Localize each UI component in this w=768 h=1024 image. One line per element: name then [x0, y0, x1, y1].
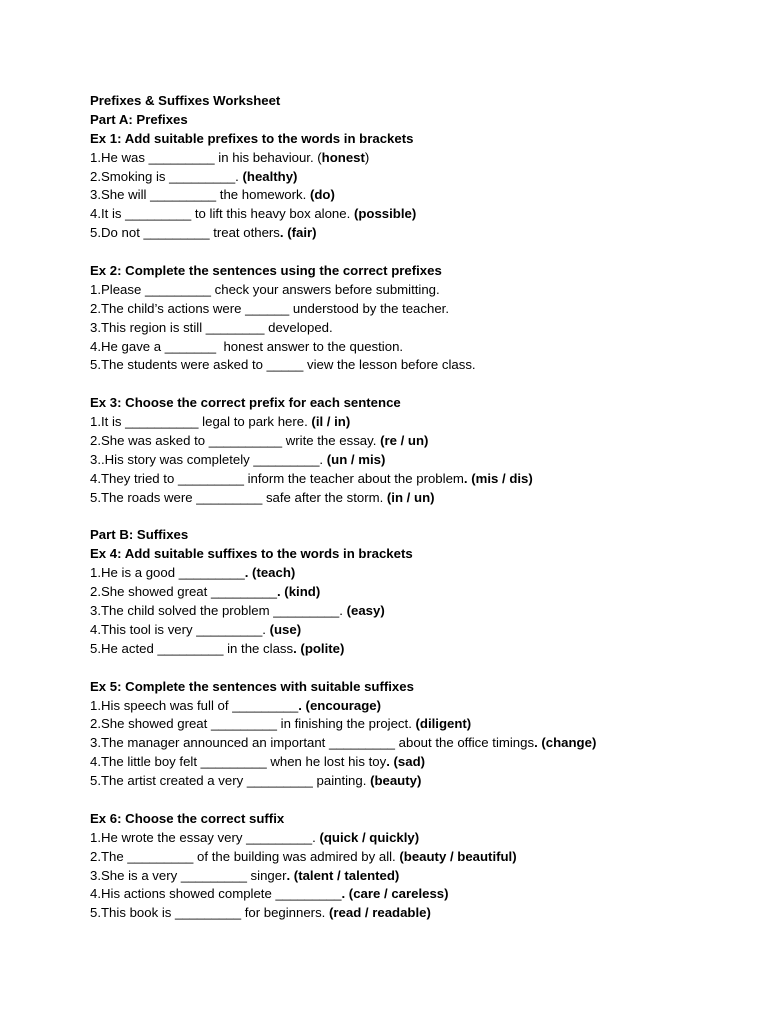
ex6-item-3: [90, 867, 730, 886]
ex1-item-1: [90, 149, 730, 168]
item-hint: (possible): [353, 206, 417, 222]
item-text: 3.The manager announced an important _________ about the office timings: [90, 735, 535, 751]
item-text: 2.She showed great _________ in finishing the project.: [90, 716, 416, 732]
ex1-item-5: [90, 224, 730, 243]
item-hint: . (teach): [244, 565, 296, 581]
ex3-item-5: [90, 489, 730, 508]
item-hint: . (fair): [279, 225, 317, 241]
item-hint: . (encourage): [298, 697, 382, 713]
item-text: 3.The child solved the problem _________.: [90, 603, 347, 619]
ex3-item-4: [90, 470, 730, 489]
item-hint: (use): [269, 621, 302, 637]
ex3-title: Ex 3: Choose the correct prefix for each sentence: [90, 395, 401, 411]
ex6-item-4: [90, 885, 730, 904]
item-hint: (healthy): [242, 168, 298, 184]
item-hint: (quick / quickly): [319, 829, 420, 845]
ex4-item-3: [90, 602, 730, 621]
ex5-item-1: [90, 697, 730, 716]
item-hint: . (talent / talented): [286, 867, 400, 883]
ex5-item-3: [90, 734, 730, 753]
ex2-item-3: [90, 319, 730, 338]
item-hint: (read / readable): [329, 905, 431, 921]
ex6-item-2: [90, 848, 730, 867]
spacer: [90, 791, 730, 810]
ex1-title: Ex 1: Add suitable prefixes to the words in brackets: [90, 130, 414, 146]
ex1-item-4: [90, 205, 730, 224]
item-text: 1.He was _________ in his behaviour. (: [90, 149, 322, 165]
spacer: [90, 508, 730, 527]
ex2-item-1: [90, 281, 730, 300]
item-text: 1.He is a good _________: [90, 565, 245, 581]
item-text: 4.It is _________ to lift this heavy box alone.: [90, 206, 354, 222]
item-text: 5.The roads were _________ safe after the storm.: [90, 489, 387, 505]
item-hint: . (polite): [293, 640, 345, 656]
item-text: 4.He gave a _______ honest answer to the question.: [90, 338, 404, 354]
ex2-title: Ex 2: Complete the sentences using the correct prefixes: [90, 263, 442, 279]
item-text: 5.Do not _________ treat others: [90, 225, 280, 241]
item-text: 1.It is __________ legal to park here.: [90, 414, 312, 430]
item-hint: (il / in): [311, 414, 351, 430]
item-text: 4.This tool is very _________.: [90, 621, 270, 637]
ex3-item-3: [90, 451, 730, 470]
item-text: 3.She will _________ the homework.: [90, 187, 310, 203]
ex2-item-5: [90, 356, 730, 375]
spacer: [90, 243, 730, 262]
part-b-heading: Part B: Suffixes: [90, 527, 189, 543]
item-text: 5.The artist created a very _________ painting.: [90, 773, 371, 789]
spacer: [90, 659, 730, 678]
worksheet-content: [90, 92, 730, 923]
ex4-item-4: [90, 621, 730, 640]
item-hint: (in / un): [386, 489, 435, 505]
item-text: 1.His speech was full of _________: [90, 697, 299, 713]
spacer: [90, 375, 730, 394]
item-text: 3.She is a very _________ singer: [90, 867, 287, 883]
ex4-title: Ex 4: Add suitable suffixes to the words in brackets: [90, 546, 413, 562]
part-a-heading: Part A: Prefixes: [90, 111, 188, 127]
item-text: 2.She was asked to __________ write the essay.: [90, 433, 381, 449]
worksheet-title: Prefixes & Suffixes Worksheet: [90, 93, 281, 108]
ex2-item-4: [90, 338, 730, 357]
item-text: 5.The students were asked to _____ view the lesson before class.: [90, 357, 476, 373]
ex6-item-1: [90, 829, 730, 848]
item-text: 5.This book is _________ for beginners.: [90, 905, 329, 921]
item-text: 2.Smoking is _________.: [90, 168, 243, 184]
ex5-item-5: [90, 772, 730, 791]
ex2-item-2: [90, 300, 730, 319]
item-hint: . (change): [534, 735, 597, 751]
ex1-item-2: [90, 168, 730, 187]
item-after: ): [364, 149, 370, 165]
item-hint: honest: [321, 149, 365, 165]
item-text: 5.He acted _________ in the class: [90, 640, 294, 656]
item-text: 4.The little boy felt _________ when he lost his toy: [90, 754, 387, 770]
ex6-title: Ex 6: Choose the correct suffix: [90, 810, 285, 826]
ex1-item-3: [90, 186, 730, 205]
ex5-title: Ex 5: Complete the sentences with suitable suffixes: [90, 678, 414, 694]
ex5-item-2: [90, 715, 730, 734]
item-hint: (beauty): [370, 773, 422, 789]
ex4-item-5: [90, 640, 730, 659]
item-hint: (easy): [346, 603, 385, 619]
item-text: 1.Please _________ check your answers before submitting.: [90, 281, 440, 297]
item-hint: (re / un): [380, 433, 429, 449]
ex5-item-4: [90, 753, 730, 772]
item-hint: . (kind): [276, 584, 321, 600]
item-hint: . (sad): [386, 754, 426, 770]
ex3-item-1: [90, 413, 730, 432]
item-text: 1.He wrote the essay very _________.: [90, 829, 320, 845]
ex4-item-1: [90, 564, 730, 583]
item-text: 4.His actions showed complete _________: [90, 886, 342, 902]
ex6-item-5: [90, 904, 730, 923]
item-hint: (un / mis): [326, 451, 386, 467]
item-text: 2.The _________ of the building was admired by all.: [90, 848, 400, 864]
item-text: 2.She showed great _________: [90, 584, 277, 600]
item-hint: . (care / careless): [341, 886, 449, 902]
ex4-item-2: [90, 583, 730, 602]
item-text: 2.The child’s actions were ______ understood by the teacher.: [90, 300, 449, 316]
item-text: 3.This region is still ________ developed.: [90, 319, 333, 335]
item-text: 4.They tried to _________ inform the teacher about the problem: [90, 470, 464, 486]
ex3-item-2: [90, 432, 730, 451]
item-hint: (diligent): [415, 716, 472, 732]
item-hint: . (mis / dis): [463, 470, 533, 486]
item-hint: (do): [309, 187, 335, 203]
item-text: 3..His story was completely _________.: [90, 451, 327, 467]
item-hint: (beauty / beautiful): [399, 848, 517, 864]
